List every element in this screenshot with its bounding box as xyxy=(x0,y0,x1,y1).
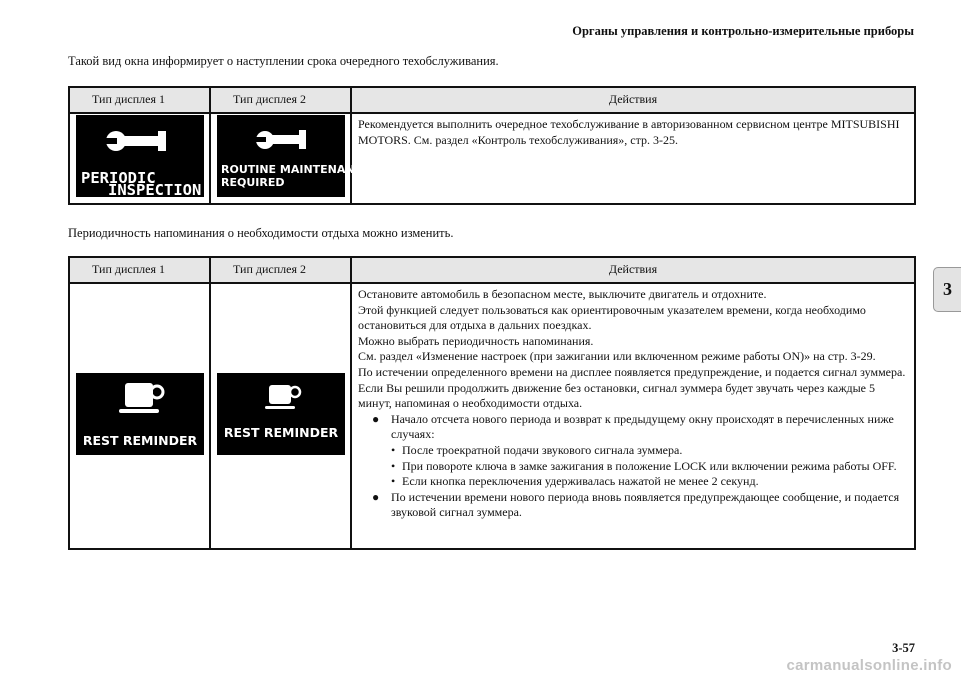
table-row xyxy=(69,283,915,549)
display-2-label: REST REMINDER xyxy=(223,424,338,440)
rest-interval-note: Периодичность напоминания о необходимости отдыха можно изменить. xyxy=(68,226,454,240)
actions-cell xyxy=(351,113,915,204)
display-1-line-2: INSPECTION xyxy=(107,181,201,200)
rest-reminder-display-1 xyxy=(76,373,204,455)
routine-maintenance-screen xyxy=(217,115,370,197)
sub-bullet-text: После троекратной подачи звукового сигнала зуммера. xyxy=(402,442,683,457)
bullet-text: Начало отсчета нового периода и возврат к предыдущему окну происходят в перечисленных ниже случаях: xyxy=(391,411,894,442)
action-paragraph: Этой функцией следует пользоваться как ориентировочным указателем времени, когда необходимо остановиться для отдыха в дальних поездках. xyxy=(358,302,866,333)
chapter-title: Органы управления и контрольно-измерительные приборы xyxy=(572,24,914,38)
wrench-icon xyxy=(104,131,166,151)
list-item xyxy=(358,443,909,459)
column-header-display-1: Тип дисплея 1 xyxy=(69,87,210,113)
column-header-display-2: Тип дисплея 2 xyxy=(210,87,351,113)
maintenance-table xyxy=(68,86,916,205)
action-paragraph: Остановите автомобиль в безопасном месте, выключите двигатель и отдохните. xyxy=(358,287,767,301)
display-1-line-1: PERIODIC xyxy=(80,169,156,188)
table-row xyxy=(69,113,915,204)
column-header-display-2: Тип дисплея 2 xyxy=(210,257,351,283)
intro-paragraph: Такой вид окна информирует о наступлении срока очередного техобслуживания. xyxy=(68,54,499,68)
maintenance-action-text: Рекомендуется выполнить очередное техобслуживание в авторизованном сервисном центре MITSUBISHI MOTORS. См. раздел «Контроль техобслуживания», стр. 3-25. xyxy=(358,117,900,147)
display-2-cell xyxy=(210,283,351,549)
bullet-dot-icon: ● xyxy=(372,489,380,504)
table-header-row xyxy=(69,87,915,113)
rest-reminder-table xyxy=(68,256,916,550)
page-number: 3-57 xyxy=(892,641,915,655)
display-2-line-1: ROUTINE MAINTENANCE xyxy=(220,163,370,177)
table-header-row xyxy=(69,257,915,283)
display-1-cell xyxy=(69,283,210,549)
routine-maintenance-display xyxy=(217,115,370,197)
sub-bullet-text: При повороте ключа в замке зажигания в положение LOCK или включении режима работы OFF. xyxy=(402,458,897,473)
column-header-display-1: Тип дисплея 1 xyxy=(69,257,210,283)
list-item xyxy=(358,474,909,490)
display-1-cell xyxy=(69,113,210,204)
rest-reminder-display-2 xyxy=(217,373,345,455)
sub-bullet-icon: • xyxy=(391,442,396,457)
actions-cell xyxy=(351,283,915,549)
action-paragraph: По истечении определенного времени на дисплее появляется предупреждение, и подается сигнал зуммера. Если Вы решили продолжить движение без остановки, сигнал зуммера будет звучать через каждые 5 минут, напоминая о необходимости отдыха. xyxy=(358,364,906,411)
periodic-inspection-screen xyxy=(76,115,204,200)
coffee-cup-icon xyxy=(265,385,300,409)
column-header-actions: Действия xyxy=(351,87,915,113)
wrench-icon xyxy=(255,130,306,149)
column-header-actions: Действия xyxy=(351,257,915,283)
sub-bullet-icon: • xyxy=(391,458,396,473)
rest-reminder-screen-1 xyxy=(76,373,204,455)
display-2-line-2: REQUIRED xyxy=(220,176,284,190)
action-paragraph: См. раздел «Изменение настроек (при зажигании или включенном режиме работы ON)» на стр. 3-29. xyxy=(358,349,876,364)
action-paragraph: Можно выбрать периодичность напоминания. xyxy=(358,333,594,348)
bullet-text: По истечении времени нового периода вновь появляется предупреждающее сообщение, и подается звуковой сигнал зуммера. xyxy=(391,489,900,520)
coffee-cup-icon xyxy=(119,383,163,413)
list-item xyxy=(358,490,909,521)
bullet-dot-icon: ● xyxy=(372,411,380,426)
list-item xyxy=(358,412,909,443)
list-item xyxy=(358,459,909,475)
rest-reminder-screen-2 xyxy=(217,373,345,455)
sub-bullet-icon: • xyxy=(391,474,396,489)
display-1-label: REST REMINDER xyxy=(82,432,197,448)
periodic-inspection-display xyxy=(76,115,204,200)
watermark: carmanualsonline.info xyxy=(786,657,952,674)
chapter-tab: 3 xyxy=(933,267,961,312)
display-2-cell xyxy=(210,113,370,204)
sub-bullet-text: Если кнопка переключения удерживалась нажатой не менее 2 секунд. xyxy=(402,474,759,489)
